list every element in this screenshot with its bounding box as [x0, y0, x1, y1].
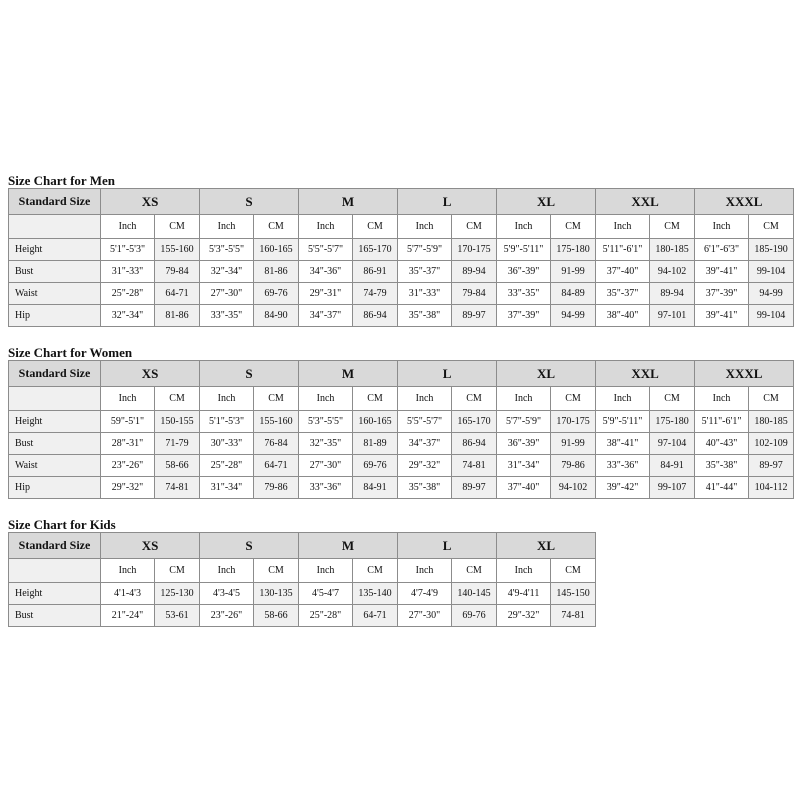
waist-m-cm: 69-76: [353, 455, 398, 477]
bust-m-cm: 81-89: [353, 433, 398, 455]
row-bust: [9, 433, 794, 455]
units-row-label: [9, 559, 101, 583]
hip-xs-cm: 74-81: [155, 477, 200, 499]
bust-s-inch: 30"-33": [200, 433, 254, 455]
height-m-inch: 5'5"-5'7": [299, 239, 353, 261]
hip-xl-inch: 37"-39": [497, 305, 551, 327]
inch-unit-header: Inch: [299, 215, 353, 239]
cm-unit-header: CM: [254, 559, 299, 583]
height-l-inch: 5'5"-5'7": [398, 411, 452, 433]
inch-unit-header: Inch: [200, 215, 254, 239]
bust-xxl-inch: 37"-40": [596, 261, 650, 283]
cm-unit-header: CM: [353, 215, 398, 239]
hip-xl-inch: 37"-40": [497, 477, 551, 499]
cm-unit-header: CM: [749, 215, 794, 239]
height-xs-inch: 5'1"-5'3": [101, 239, 155, 261]
hip-l-inch: 35"-38": [398, 305, 452, 327]
bust-xl-cm: 91-99: [551, 261, 596, 283]
bust-xs-inch: 21"-24": [101, 605, 155, 627]
cm-unit-header: CM: [155, 387, 200, 411]
waist-s-inch: 25"-28": [200, 455, 254, 477]
height-xs-inch: 4'1-4'3: [101, 583, 155, 605]
waist-xs-inch: 25"-28": [101, 283, 155, 305]
bust-xs-cm: 71-79: [155, 433, 200, 455]
hip-xxl-cm: 97-101: [650, 305, 695, 327]
height-xxl-cm: 180-185: [650, 239, 695, 261]
hip-m-inch: 33"-36": [299, 477, 353, 499]
height-xl-cm: 145-150: [551, 583, 596, 605]
hip-m-cm: 86-94: [353, 305, 398, 327]
bust-m-inch: 34"-36": [299, 261, 353, 283]
inch-unit-header: Inch: [497, 215, 551, 239]
size-header-s: S: [200, 533, 299, 559]
bust-xxxl-cm: 102-109: [749, 433, 794, 455]
bust-xxl-inch: 38"-41": [596, 433, 650, 455]
waist-s-cm: 64-71: [254, 455, 299, 477]
hip-m-inch: 34"-37": [299, 305, 353, 327]
height-xxxl-cm: 180-185: [749, 411, 794, 433]
waist-l-inch: 31"-33": [398, 283, 452, 305]
cm-unit-header: CM: [155, 215, 200, 239]
bust-xxxl-cm: 99-104: [749, 261, 794, 283]
size-header-xs: XS: [101, 361, 200, 387]
hip-m-cm: 84-91: [353, 477, 398, 499]
size-header-m: M: [299, 533, 398, 559]
waist-xs-inch: 23"-26": [101, 455, 155, 477]
cm-unit-header: CM: [155, 559, 200, 583]
waist-s-cm: 69-76: [254, 283, 299, 305]
height-s-cm: 155-160: [254, 411, 299, 433]
bust-xs-cm: 79-84: [155, 261, 200, 283]
waist-xxl-cm: 84-91: [650, 455, 695, 477]
waist-l-inch: 29"-32": [398, 455, 452, 477]
bust-xl-inch: 36"-39": [497, 433, 551, 455]
row-height: [9, 411, 794, 433]
cm-unit-header: CM: [452, 559, 497, 583]
cm-unit-header: CM: [551, 215, 596, 239]
row-label-hip: Hip: [9, 305, 101, 327]
row-hip: [9, 305, 794, 327]
row-height: [9, 239, 794, 261]
waist-xl-cm: 84-89: [551, 283, 596, 305]
bust-m-cm: 64-71: [353, 605, 398, 627]
row-label-height: Height: [9, 583, 101, 605]
waist-m-cm: 74-79: [353, 283, 398, 305]
height-m-cm: 135-140: [353, 583, 398, 605]
bust-xxxl-inch: 39"-41": [695, 261, 749, 283]
hip-xxxl-cm: 99-104: [749, 305, 794, 327]
inch-unit-header: Inch: [299, 559, 353, 583]
height-xl-cm: 175-180: [551, 239, 596, 261]
units-row: [9, 215, 794, 239]
bust-l-cm: 69-76: [452, 605, 497, 627]
inch-unit-header: Inch: [101, 387, 155, 411]
inch-unit-header: Inch: [497, 559, 551, 583]
bust-l-cm: 89-94: [452, 261, 497, 283]
inch-unit-header: Inch: [695, 215, 749, 239]
row-label-bust: Bust: [9, 261, 101, 283]
kids-size-chart: [8, 518, 596, 627]
header-row: [9, 189, 794, 215]
waist-xxl-cm: 89-94: [650, 283, 695, 305]
units-row-label: [9, 387, 101, 411]
height-m-inch: 5'3"-5'5": [299, 411, 353, 433]
size-header-xl: XL: [497, 189, 596, 215]
units-row-label: [9, 215, 101, 239]
kids-chart-title: Size Chart for Kids: [8, 517, 116, 532]
hip-xxl-inch: 38"-40": [596, 305, 650, 327]
waist-xxl-inch: 35"-37": [596, 283, 650, 305]
height-xxxl-inch: 5'11"-6'1": [695, 411, 749, 433]
height-l-inch: 5'7"-5'9": [398, 239, 452, 261]
bust-xs-inch: 28"-31": [101, 433, 155, 455]
cm-unit-header: CM: [254, 215, 299, 239]
bust-m-inch: 25"-28": [299, 605, 353, 627]
cm-unit-header: CM: [650, 387, 695, 411]
waist-xxxl-inch: 37"-39": [695, 283, 749, 305]
height-xxxl-cm: 185-190: [749, 239, 794, 261]
inch-unit-header: Inch: [101, 559, 155, 583]
size-header-xl: XL: [497, 533, 596, 559]
waist-xl-cm: 79-86: [551, 455, 596, 477]
cm-unit-header: CM: [551, 559, 596, 583]
inch-unit-header: Inch: [200, 559, 254, 583]
waist-xs-cm: 64-71: [155, 283, 200, 305]
size-header-xxxl: XXXL: [695, 361, 794, 387]
size-header-m: M: [299, 361, 398, 387]
bust-xs-cm: 53-61: [155, 605, 200, 627]
men-size-table: [8, 188, 794, 327]
hip-xxxl-inch: 41"-44": [695, 477, 749, 499]
bust-l-inch: 35"-37": [398, 261, 452, 283]
height-s-inch: 5'1"-5'3": [200, 411, 254, 433]
hip-l-cm: 89-97: [452, 477, 497, 499]
height-xl-inch: 5'9"-5'11": [497, 239, 551, 261]
waist-xl-inch: 31"-34": [497, 455, 551, 477]
size-header-xs: XS: [101, 533, 200, 559]
waist-m-inch: 27"-30": [299, 455, 353, 477]
waist-s-inch: 27"-30": [200, 283, 254, 305]
hip-xxl-cm: 99-107: [650, 477, 695, 499]
cm-unit-header: CM: [254, 387, 299, 411]
size-header-xxxl: XXXL: [695, 189, 794, 215]
cm-unit-header: CM: [650, 215, 695, 239]
hip-xxxl-cm: 104-112: [749, 477, 794, 499]
inch-unit-header: Inch: [398, 215, 452, 239]
waist-xl-inch: 33"-35": [497, 283, 551, 305]
size-header-xxl: XXL: [596, 189, 695, 215]
inch-unit-header: Inch: [497, 387, 551, 411]
inch-unit-header: Inch: [398, 387, 452, 411]
bust-s-cm: 81-86: [254, 261, 299, 283]
hip-s-inch: 31"-34": [200, 477, 254, 499]
hip-xs-inch: 29"-32": [101, 477, 155, 499]
bust-s-cm: 76-84: [254, 433, 299, 455]
size-header-s: S: [200, 361, 299, 387]
bust-xxxl-inch: 40"-43": [695, 433, 749, 455]
height-xs-cm: 150-155: [155, 411, 200, 433]
bust-xl-cm: 74-81: [551, 605, 596, 627]
row-label-waist: Waist: [9, 283, 101, 305]
inch-unit-header: Inch: [101, 215, 155, 239]
size-header-xs: XS: [101, 189, 200, 215]
height-l-inch: 4'7-4'9: [398, 583, 452, 605]
bust-xs-inch: 31"-33": [101, 261, 155, 283]
height-s-inch: 4'3-4'5: [200, 583, 254, 605]
row-waist: [9, 283, 794, 305]
cm-unit-header: CM: [749, 387, 794, 411]
size-header-xl: XL: [497, 361, 596, 387]
size-header-xxl: XXL: [596, 361, 695, 387]
row-label-height: Height: [9, 239, 101, 261]
height-xs-cm: 155-160: [155, 239, 200, 261]
bust-xl-inch: 29"-32": [497, 605, 551, 627]
height-xl-inch: 5'7"-5'9": [497, 411, 551, 433]
inch-unit-header: Inch: [596, 387, 650, 411]
height-xs-inch: 59"-5'1": [101, 411, 155, 433]
header-row: [9, 361, 794, 387]
men-size-chart: [8, 174, 794, 327]
kids-size-table: [8, 532, 596, 627]
bust-xxl-cm: 94-102: [650, 261, 695, 283]
bust-l-cm: 86-94: [452, 433, 497, 455]
units-row: [9, 387, 794, 411]
cm-unit-header: CM: [452, 387, 497, 411]
hip-l-cm: 89-97: [452, 305, 497, 327]
bust-xl-inch: 36"-39": [497, 261, 551, 283]
hip-s-cm: 79-86: [254, 477, 299, 499]
height-xl-inch: 4'9-4'11: [497, 583, 551, 605]
row-label-height: Height: [9, 411, 101, 433]
height-s-inch: 5'3"-5'5": [200, 239, 254, 261]
row-height: [9, 583, 596, 605]
bust-m-inch: 32"-35": [299, 433, 353, 455]
bust-l-inch: 27"-30": [398, 605, 452, 627]
size-header-l: L: [398, 361, 497, 387]
men-chart-title: Size Chart for Men: [8, 173, 115, 188]
hip-xl-cm: 94-102: [551, 477, 596, 499]
height-l-cm: 140-145: [452, 583, 497, 605]
height-xxl-inch: 5'11"-6'1": [596, 239, 650, 261]
bust-s-inch: 23"-26": [200, 605, 254, 627]
inch-unit-header: Inch: [299, 387, 353, 411]
waist-l-cm: 74-81: [452, 455, 497, 477]
size-header-m: M: [299, 189, 398, 215]
row-waist: [9, 455, 794, 477]
waist-xs-cm: 58-66: [155, 455, 200, 477]
cm-unit-header: CM: [353, 559, 398, 583]
hip-xxl-inch: 39"-42": [596, 477, 650, 499]
height-m-inch: 4'5-4'7: [299, 583, 353, 605]
height-xxxl-inch: 6'1"-6'3": [695, 239, 749, 261]
waist-l-cm: 79-84: [452, 283, 497, 305]
inch-unit-header: Inch: [596, 215, 650, 239]
standard-size-header: Standard Size: [9, 533, 101, 559]
hip-xs-cm: 81-86: [155, 305, 200, 327]
women-size-table: [8, 360, 794, 499]
units-row: [9, 559, 596, 583]
waist-xxxl-cm: 94-99: [749, 283, 794, 305]
waist-m-inch: 29"-31": [299, 283, 353, 305]
row-bust: [9, 605, 596, 627]
cm-unit-header: CM: [551, 387, 596, 411]
bust-s-inch: 32"-34": [200, 261, 254, 283]
height-l-cm: 170-175: [452, 239, 497, 261]
height-xl-cm: 170-175: [551, 411, 596, 433]
bust-l-inch: 34"-37": [398, 433, 452, 455]
bust-xl-cm: 91-99: [551, 433, 596, 455]
waist-xxxl-inch: 35"-38": [695, 455, 749, 477]
row-label-hip: Hip: [9, 477, 101, 499]
inch-unit-header: Inch: [398, 559, 452, 583]
bust-xxl-cm: 97-104: [650, 433, 695, 455]
waist-xxxl-cm: 89-97: [749, 455, 794, 477]
inch-unit-header: Inch: [695, 387, 749, 411]
waist-xxl-inch: 33"-36": [596, 455, 650, 477]
women-chart-title: Size Chart for Women: [8, 345, 133, 360]
hip-s-cm: 84-90: [254, 305, 299, 327]
inch-unit-header: Inch: [200, 387, 254, 411]
row-label-bust: Bust: [9, 605, 101, 627]
hip-xs-inch: 32"-34": [101, 305, 155, 327]
row-hip: [9, 477, 794, 499]
height-s-cm: 130-135: [254, 583, 299, 605]
standard-size-header: Standard Size: [9, 361, 101, 387]
height-m-cm: 160-165: [353, 411, 398, 433]
bust-m-cm: 86-91: [353, 261, 398, 283]
women-size-chart: [8, 346, 794, 499]
row-label-waist: Waist: [9, 455, 101, 477]
height-m-cm: 165-170: [353, 239, 398, 261]
height-xs-cm: 125-130: [155, 583, 200, 605]
cm-unit-header: CM: [452, 215, 497, 239]
height-s-cm: 160-165: [254, 239, 299, 261]
hip-s-inch: 33"-35": [200, 305, 254, 327]
header-row: [9, 533, 596, 559]
row-bust: [9, 261, 794, 283]
size-header-s: S: [200, 189, 299, 215]
cm-unit-header: CM: [353, 387, 398, 411]
standard-size-header: Standard Size: [9, 189, 101, 215]
hip-xxxl-inch: 39"-41": [695, 305, 749, 327]
size-header-l: L: [398, 533, 497, 559]
row-label-bust: Bust: [9, 433, 101, 455]
height-l-cm: 165-170: [452, 411, 497, 433]
hip-l-inch: 35"-38": [398, 477, 452, 499]
bust-s-cm: 58-66: [254, 605, 299, 627]
hip-xl-cm: 94-99: [551, 305, 596, 327]
height-xxl-inch: 5'9"-5'11": [596, 411, 650, 433]
size-header-l: L: [398, 189, 497, 215]
height-xxl-cm: 175-180: [650, 411, 695, 433]
